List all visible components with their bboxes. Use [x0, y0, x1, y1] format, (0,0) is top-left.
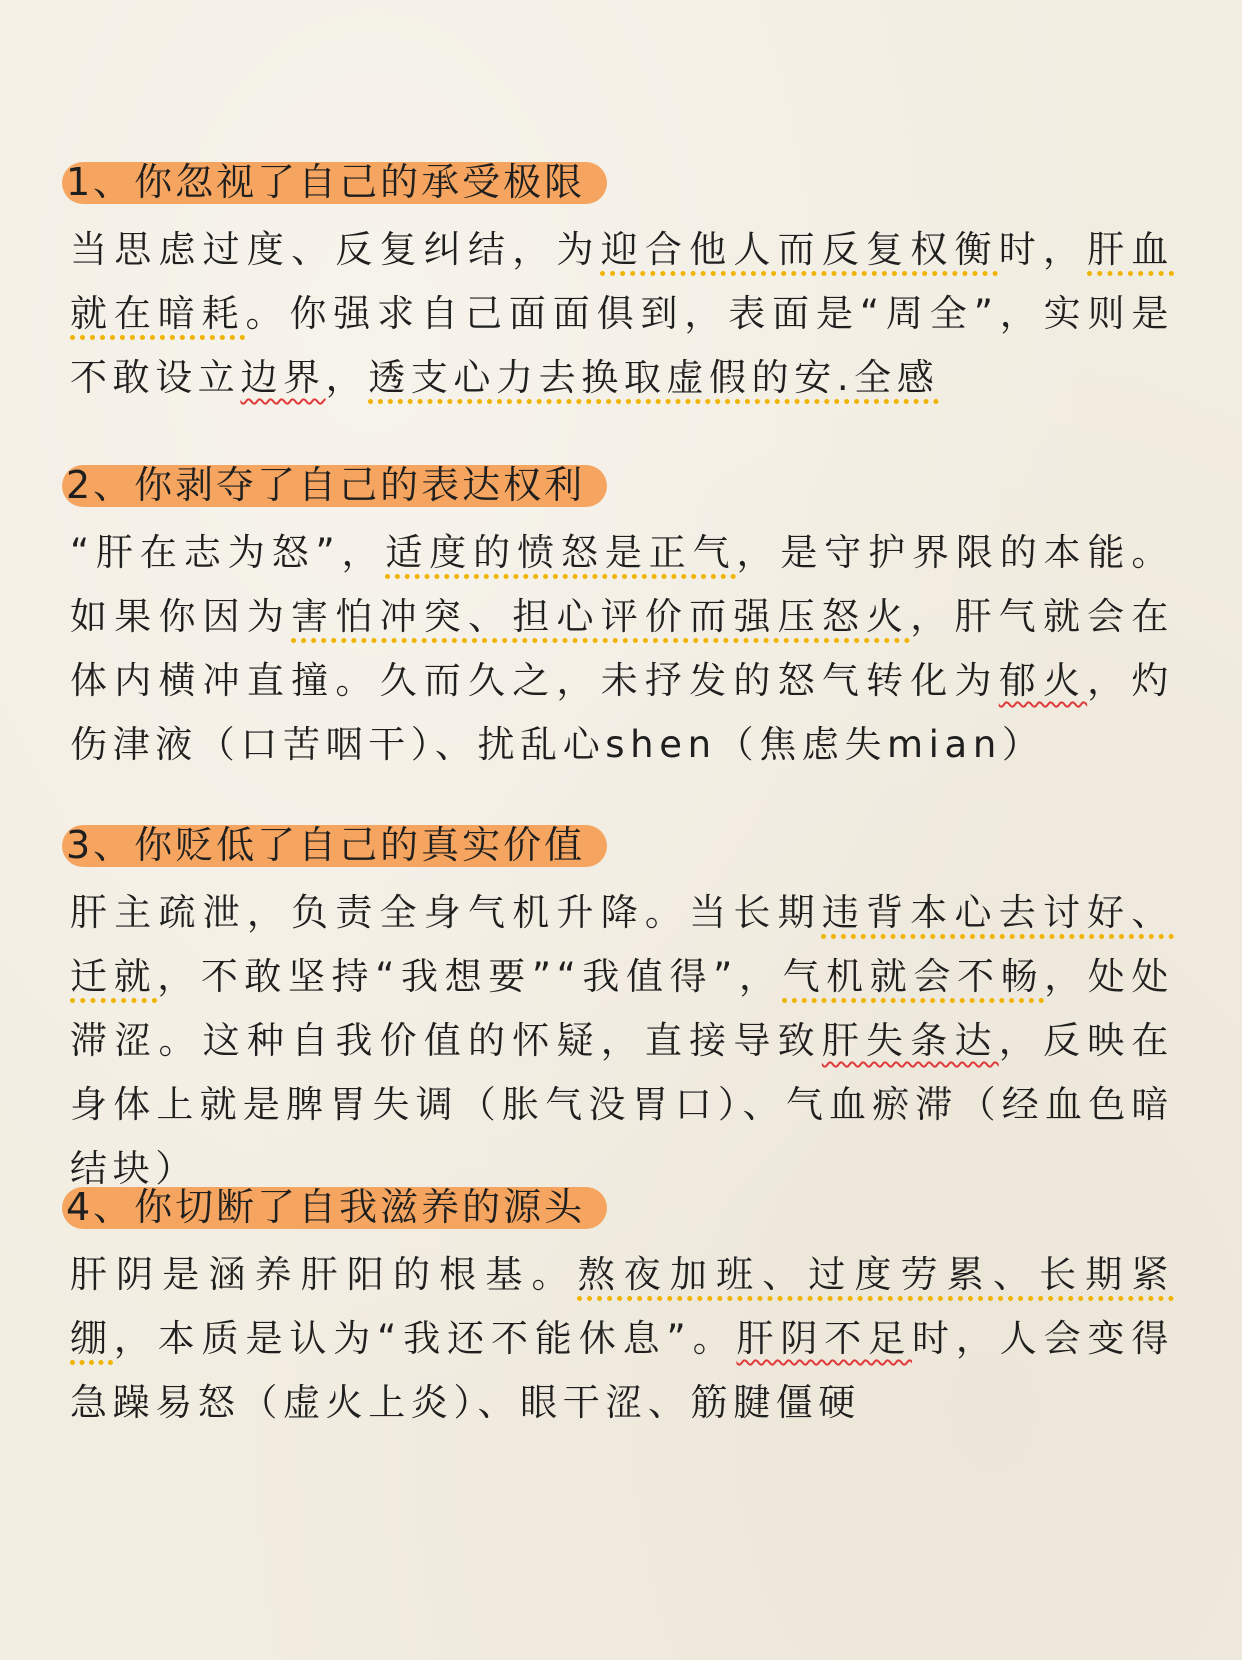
emphasis-dotted: 肝血就在暗耗: [70, 228, 1175, 335]
emphasis-dotted: 迎合他人而反复权衡: [600, 228, 999, 271]
section-4: [66, 1185, 1174, 1435]
section-heading: 1、你忽视了自己的承受极限: [64, 160, 607, 204]
body-text: 肝主疏泄，负责全身气机升降。当长期: [70, 891, 822, 934]
emphasis-wavy: 郁火: [998, 659, 1088, 702]
section-heading: 4、你切断了自我滋养的源头: [64, 1185, 607, 1229]
emphasis-dotted: 害怕冲突、担心评价而强压怒火: [291, 595, 911, 638]
emphasis-dotted: 适度的愤怒是正气: [385, 531, 737, 574]
body-text: ，本质是认为“我还不能休息”。: [113, 1317, 737, 1360]
emphasis-dotted: 气机就会不畅: [782, 955, 1045, 998]
body-text: 时，: [998, 228, 1088, 271]
emphasis-wavy: 边界: [240, 356, 326, 399]
emphasis-wavy: 肝阴不足: [736, 1317, 912, 1360]
section-body: [70, 218, 1174, 410]
body-text: ，: [325, 356, 369, 399]
body-text: ，不敢坚持“我想要”“我值得”，: [157, 955, 783, 998]
body-text: 当思虑过度、反复纠结，为: [70, 228, 601, 271]
section-1: [66, 160, 1175, 410]
emphasis-dotted: 透支心力去换取虚假的安.全感: [368, 356, 940, 399]
body-text: ，反映在身体上就是脾胃失调（胀气没胃口）、气血瘀滞（经血色暗结块）: [70, 1019, 1175, 1190]
section-heading: 3、你贬低了自己的真实价值: [64, 823, 607, 867]
body-text: 时，人会变得急躁易怒（虚火上炎）、眼干涩、筋腱僵硬: [70, 1317, 1174, 1424]
section-body: [70, 521, 1174, 777]
body-text: 肝阴是涵养肝阳的根基。: [70, 1253, 578, 1296]
section-2: [66, 463, 1175, 777]
body-text: ，是守护界限的本能。如果你因为: [70, 531, 1175, 638]
section-heading: 2、你剥夺了自己的表达权利: [64, 463, 607, 507]
emphasis-wavy: 肝失条达: [821, 1019, 999, 1062]
body-text: ，肝气就会在体内横冲直撞。久而久之，未抒发的怒气转化为: [70, 595, 1174, 702]
emphasis-dotted: 违背本心去讨好、迁就: [70, 891, 1174, 998]
section-body: [70, 881, 1174, 1201]
section-3: [66, 823, 1175, 1201]
emphasis-dotted: 熬夜加班、过度劳累、长期紧绷: [70, 1253, 1174, 1360]
body-text: ，处处滞涩。这种自我价值的怀疑，直接导致: [70, 955, 1174, 1062]
body-text: “肝在志为怒”，: [70, 531, 386, 574]
section-body: [70, 1243, 1174, 1435]
body-text: 。你强求自己面面俱到，表面是“周全”，实则是不敢设立: [70, 292, 1174, 399]
body-text: ，灼伤津液（口苦咽干）、扰乱心shen（焦虑失mian）: [70, 659, 1174, 766]
